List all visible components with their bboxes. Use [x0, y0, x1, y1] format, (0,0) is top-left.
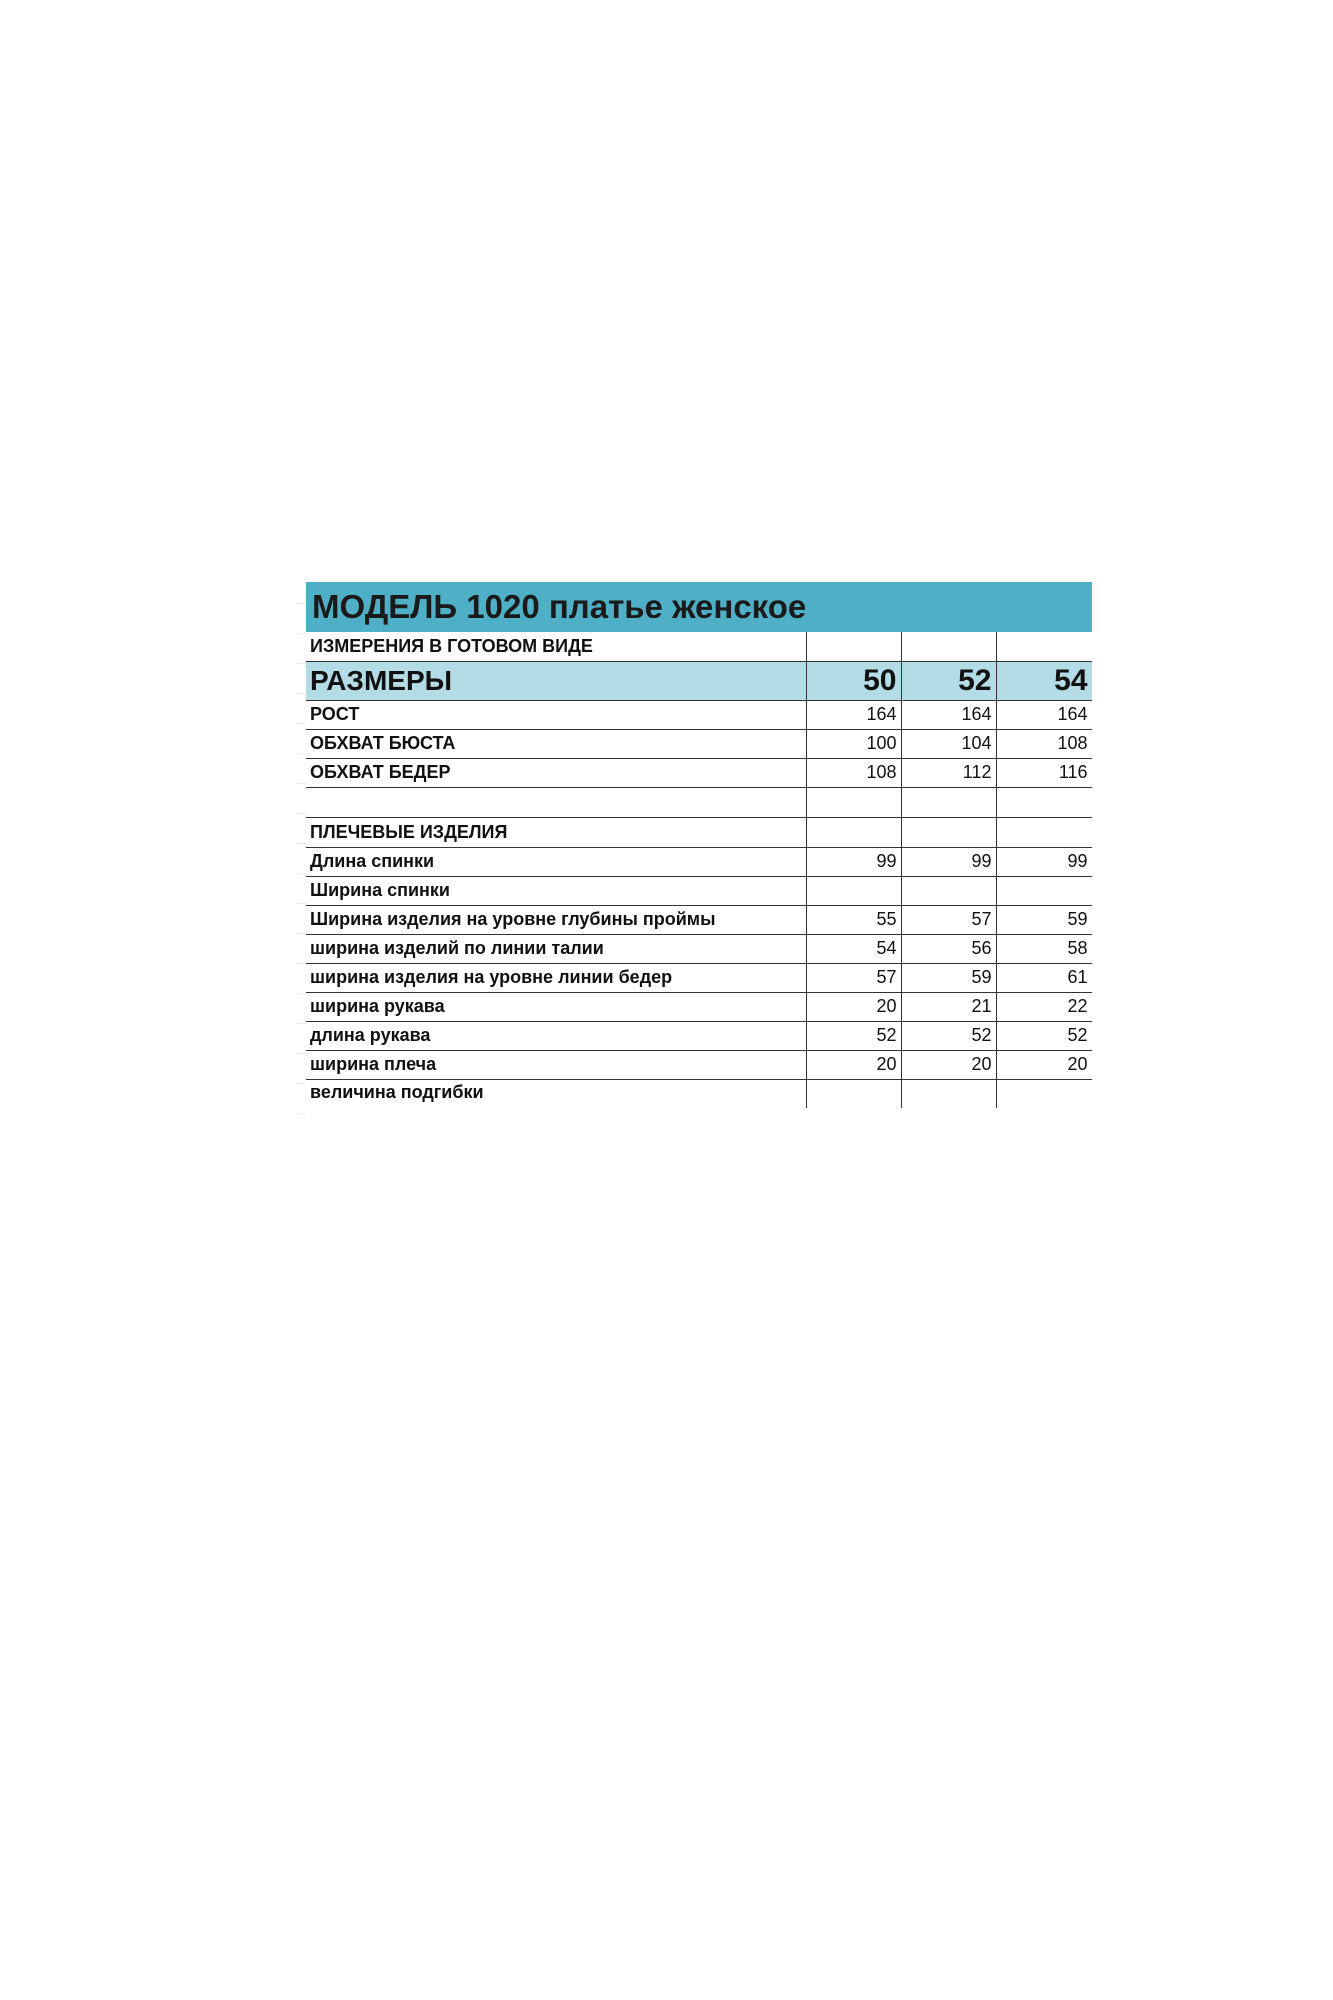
row-label: ширина плеча [306, 1050, 806, 1079]
table-row [306, 992, 1092, 1021]
table-row [306, 905, 1092, 934]
row-label: длина рукава [306, 1021, 806, 1050]
title-row [306, 582, 1092, 632]
value-cell: 52 [901, 1021, 996, 1050]
value-cell [901, 817, 996, 847]
row-label: Длина спинки [306, 847, 806, 876]
size-header-cell: 52 [901, 661, 996, 700]
value-cell: 100 [806, 729, 901, 758]
value-cell: 164 [996, 700, 1092, 729]
value-cell [996, 787, 1092, 817]
value-cell: 20 [901, 1050, 996, 1079]
value-cell: 55 [806, 905, 901, 934]
table-row [306, 1021, 1092, 1050]
row-label: ширина рукава [306, 992, 806, 1021]
table-row [306, 963, 1092, 992]
row-label: Ширина спинки [306, 876, 806, 905]
row-label [306, 787, 806, 817]
table-row [306, 700, 1092, 729]
table-row [306, 1079, 1092, 1108]
value-cell: 59 [996, 905, 1092, 934]
row-label: ширина изделий по линии талии [306, 934, 806, 963]
value-cell: 21 [901, 992, 996, 1021]
value-cell: 52 [996, 1021, 1092, 1050]
value-cell: 20 [996, 1050, 1092, 1079]
table-subtitle: ИЗМЕРЕНИЯ В ГОТОВОМ ВИДЕ [306, 632, 806, 661]
table-row [306, 847, 1092, 876]
value-cell: 56 [901, 934, 996, 963]
size-header-cell: 50 [806, 661, 901, 700]
value-cell: 104 [901, 729, 996, 758]
spreadsheet-grid-edge [296, 574, 306, 1114]
value-cell [806, 876, 901, 905]
table-row [306, 876, 1092, 905]
value-cell: 99 [996, 847, 1092, 876]
table-title: МОДЕЛЬ 1020 платье женское [306, 582, 1092, 632]
value-cell [996, 817, 1092, 847]
value-cell: 52 [806, 1021, 901, 1050]
value-cell: 20 [806, 1050, 901, 1079]
value-cell [901, 1079, 996, 1108]
table-row [306, 729, 1092, 758]
value-cell: 164 [806, 700, 901, 729]
value-cell: 54 [806, 934, 901, 963]
value-cell: 108 [806, 758, 901, 787]
value-cell: 57 [806, 963, 901, 992]
blank-row [306, 787, 1092, 817]
table-row [306, 934, 1092, 963]
value-cell [901, 787, 996, 817]
size-chart-table [306, 582, 1092, 1108]
section-row [306, 817, 1092, 847]
size-chart-sheet [296, 574, 1092, 1114]
value-cell [806, 1079, 901, 1108]
value-cell: 99 [806, 847, 901, 876]
value-cell: 20 [806, 992, 901, 1021]
value-cell [996, 1079, 1092, 1108]
subtitle-row [306, 632, 1092, 661]
value-cell [806, 817, 901, 847]
value-cell: 22 [996, 992, 1092, 1021]
row-label: РОСТ [306, 700, 806, 729]
value-cell [806, 787, 901, 817]
row-label: ОБХВАТ БЕДЕР [306, 758, 806, 787]
value-cell [996, 876, 1092, 905]
value-cell: 164 [901, 700, 996, 729]
size-header-cell: 54 [996, 661, 1092, 700]
value-cell: 59 [901, 963, 996, 992]
row-label: ширина изделия на уровне линии бедер [306, 963, 806, 992]
row-label: величина подгибки [306, 1079, 806, 1108]
sizes-header-row [306, 661, 1092, 700]
value-cell: 108 [996, 729, 1092, 758]
value-cell [901, 876, 996, 905]
row-label: ОБХВАТ БЮСТА [306, 729, 806, 758]
value-cell: 58 [996, 934, 1092, 963]
value-cell: 112 [901, 758, 996, 787]
table-row [306, 758, 1092, 787]
table-row [306, 1050, 1092, 1079]
row-label: Ширина изделия на уровне глубины проймы [306, 905, 806, 934]
value-cell: 99 [901, 847, 996, 876]
value-cell: 57 [901, 905, 996, 934]
value-cell: 61 [996, 963, 1092, 992]
value-cell: 116 [996, 758, 1092, 787]
section-label: ПЛЕЧЕВЫЕ ИЗДЕЛИЯ [306, 817, 806, 847]
sizes-label: РАЗМЕРЫ [306, 661, 806, 700]
